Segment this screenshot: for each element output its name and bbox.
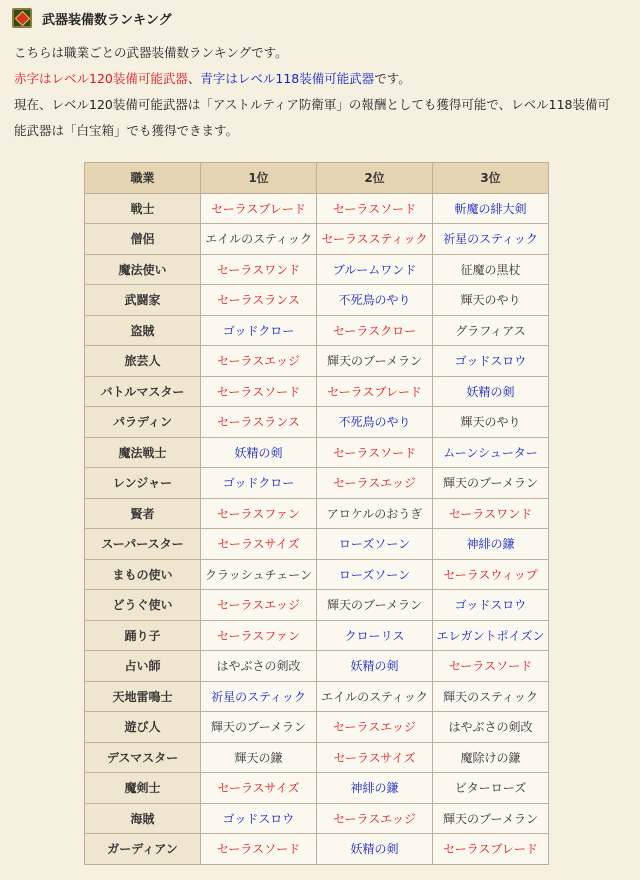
- weapon-rank-1-cell: 妖精の剣: [201, 437, 317, 468]
- weapon-rank-1-cell: セーラスファン: [201, 620, 317, 651]
- job-cell: 踊り子: [85, 620, 201, 651]
- weapon-rank-1-cell: セーラスエッジ: [201, 590, 317, 621]
- weapon-rank-2-cell: セーラスエッジ: [317, 712, 433, 743]
- weapon-rank-3-cell: ビターローズ: [433, 773, 549, 804]
- weapon-rank-1-cell: セーラスワンド: [201, 254, 317, 285]
- weapon-rank-2-cell: セーラスソード: [317, 437, 433, 468]
- table-row: [85, 559, 549, 590]
- weapon-rank-2-cell: セーラスソード: [317, 193, 433, 224]
- table-row: [85, 712, 549, 743]
- job-cell: 僧侶: [85, 224, 201, 255]
- weapon-rank-2-cell: セーラスエッジ: [317, 803, 433, 834]
- weapon-rank-1-cell: 祈星のスティック: [201, 681, 317, 712]
- weapon-rank-2-cell: 輝天のブーメラン: [317, 590, 433, 621]
- weapon-rank-2-cell: ローズソーン: [317, 529, 433, 560]
- weapon-rank-3-cell: 輝天のやり: [433, 285, 549, 316]
- table-row: [85, 620, 549, 651]
- weapon-rank-3-cell: ゴッドスロウ: [433, 590, 549, 621]
- weapon-rank-3-cell: セーラスブレード: [433, 834, 549, 865]
- table-row: [85, 498, 549, 529]
- note-tail: です。: [374, 71, 411, 86]
- weapon-rank-1-cell: セーラスランス: [201, 285, 317, 316]
- weapon-rank-2-cell: 妖精の剣: [317, 834, 433, 865]
- job-cell: 魔法戦士: [85, 437, 201, 468]
- table-row: [85, 803, 549, 834]
- table-row: [85, 773, 549, 804]
- red-note: 赤字はレベル120装備可能武器: [14, 71, 188, 86]
- job-cell: どうぐ使い: [85, 590, 201, 621]
- header-rank-3: 3位: [433, 163, 549, 194]
- note-separator: 、: [187, 71, 201, 86]
- weapon-rank-2-cell: セーラススティック: [317, 224, 433, 255]
- job-cell: デスマスター: [85, 742, 201, 773]
- weapon-rank-1-cell: ゴッドクロー: [201, 315, 317, 346]
- weapon-rank-3-cell: 斬魔の緋大剣: [433, 193, 549, 224]
- weapon-rank-1-cell: セーラスソード: [201, 834, 317, 865]
- weapon-rank-1-cell: セーラスサイズ: [201, 529, 317, 560]
- weapon-rank-1-cell: 輝天の鎌: [201, 742, 317, 773]
- table-body: [85, 193, 549, 864]
- intro-line-1: こちらは職業ごとの武器装備数ランキングです。: [14, 45, 288, 60]
- job-cell: 占い師: [85, 651, 201, 682]
- weapon-rank-1-cell: セーラスファン: [201, 498, 317, 529]
- job-cell: 旅芸人: [85, 346, 201, 377]
- header-rank-2: 2位: [317, 163, 433, 194]
- weapon-rank-2-cell: 不死鳥のやり: [317, 407, 433, 438]
- table-row: [85, 254, 549, 285]
- job-cell: バトルマスター: [85, 376, 201, 407]
- weapon-rank-3-cell: はやぶさの剣改: [433, 712, 549, 743]
- weapon-rank-3-cell: 輝天のブーメラン: [433, 803, 549, 834]
- job-cell: 遊び人: [85, 712, 201, 743]
- weapon-rank-1-cell: クラッシュチェーン: [201, 559, 317, 590]
- job-cell: スーパースター: [85, 529, 201, 560]
- weapon-rank-3-cell: 輝天のやり: [433, 407, 549, 438]
- table-row: [85, 834, 549, 865]
- job-cell: 海賊: [85, 803, 201, 834]
- intro-line-2: [14, 66, 614, 92]
- weapon-rank-3-cell: ゴッドスロウ: [433, 346, 549, 377]
- job-cell: 戦士: [85, 193, 201, 224]
- weapon-rank-2-cell: クローリス: [317, 620, 433, 651]
- table-row: [85, 285, 549, 316]
- weapon-rank-1-cell: セーラスサイズ: [201, 773, 317, 804]
- table-row: [85, 346, 549, 377]
- weapon-rank-2-cell: ブルームワンド: [317, 254, 433, 285]
- section-title: 武器装備数ランキング: [42, 12, 172, 28]
- job-cell: ガーディアン: [85, 834, 201, 865]
- job-cell: 盗賊: [85, 315, 201, 346]
- job-cell: 天地雷鳴士: [85, 681, 201, 712]
- weapon-rank-3-cell: 輝天のブーメラン: [433, 468, 549, 499]
- table-row: [85, 315, 549, 346]
- weapon-rank-2-cell: セーラスブレード: [317, 376, 433, 407]
- table-row: [85, 224, 549, 255]
- header-job: 職業: [85, 163, 201, 194]
- weapon-rank-1-cell: セーラスエッジ: [201, 346, 317, 377]
- weapon-rank-1-cell: ゴッドスロウ: [201, 803, 317, 834]
- weapon-rank-2-cell: アロケルのおうぎ: [317, 498, 433, 529]
- job-cell: 武闘家: [85, 285, 201, 316]
- weapon-rank-1-cell: 輝天のブーメラン: [201, 712, 317, 743]
- weapon-rank-3-cell: セーラスソード: [433, 651, 549, 682]
- weapon-rank-3-cell: 輝天のスティック: [433, 681, 549, 712]
- table-row: [85, 651, 549, 682]
- table-row: [85, 681, 549, 712]
- table-row: [85, 193, 549, 224]
- weapon-rank-2-cell: 不死鳥のやり: [317, 285, 433, 316]
- weapon-rank-2-cell: セーラスサイズ: [317, 742, 433, 773]
- weapon-rank-2-cell: セーラスクロー: [317, 315, 433, 346]
- weapon-rank-3-cell: 神緋の鎌: [433, 529, 549, 560]
- blue-note: 青字はレベル118装備可能武器: [200, 71, 375, 86]
- weapon-rank-2-cell: 妖精の剣: [317, 651, 433, 682]
- weapon-rank-2-cell: 神緋の鎌: [317, 773, 433, 804]
- intro-line-3: 現在、レベル120装備可能武器は「アストルティア防衛軍」の報酬としても獲得可能で、レベル118装備可能武器は「白宝箱」でも獲得できます。: [14, 97, 610, 138]
- weapon-rank-3-cell: エレガントポイズン: [433, 620, 549, 651]
- weapon-rank-1-cell: ゴッドクロー: [201, 468, 317, 499]
- weapon-rank-3-cell: 妖精の剣: [433, 376, 549, 407]
- weapon-rank-2-cell: 輝天のブーメラン: [317, 346, 433, 377]
- table-row: [85, 407, 549, 438]
- job-cell: 魔剣士: [85, 773, 201, 804]
- weapon-rank-1-cell: セーラスブレード: [201, 193, 317, 224]
- weapon-rank-3-cell: セーラスウィップ: [433, 559, 549, 590]
- job-cell: パラディン: [85, 407, 201, 438]
- table-row: [85, 437, 549, 468]
- table-row: [85, 590, 549, 621]
- table-row: [85, 376, 549, 407]
- weapon-rank-2-cell: セーラスエッジ: [317, 468, 433, 499]
- weapon-rank-3-cell: セーラスワンド: [433, 498, 549, 529]
- weapon-rank-2-cell: ローズソーン: [317, 559, 433, 590]
- weapon-rank-3-cell: ムーンシューター: [433, 437, 549, 468]
- intro-text: [14, 40, 614, 144]
- weapon-rank-3-cell: 祈星のスティック: [433, 224, 549, 255]
- weapon-rank-3-cell: 魔除けの鎌: [433, 742, 549, 773]
- ranking-table: [84, 162, 549, 865]
- weapon-rank-2-cell: エイルのスティック: [317, 681, 433, 712]
- gem-emblem-icon: [12, 8, 32, 28]
- weapon-rank-1-cell: セーラスランス: [201, 407, 317, 438]
- table-row: [85, 742, 549, 773]
- table-row: [85, 468, 549, 499]
- weapon-rank-1-cell: エイルのスティック: [201, 224, 317, 255]
- job-cell: 魔法使い: [85, 254, 201, 285]
- job-cell: 賢者: [85, 498, 201, 529]
- weapon-rank-3-cell: グラフィアス: [433, 315, 549, 346]
- weapon-rank-1-cell: セーラスソード: [201, 376, 317, 407]
- table-header-row: [85, 163, 549, 194]
- job-cell: レンジャー: [85, 468, 201, 499]
- table-row: [85, 529, 549, 560]
- weapon-rank-1-cell: はやぶさの剣改: [201, 651, 317, 682]
- header-rank-1: 1位: [201, 163, 317, 194]
- section-header: [12, 8, 172, 28]
- job-cell: まもの使い: [85, 559, 201, 590]
- weapon-rank-3-cell: 征魔の黒杖: [433, 254, 549, 285]
